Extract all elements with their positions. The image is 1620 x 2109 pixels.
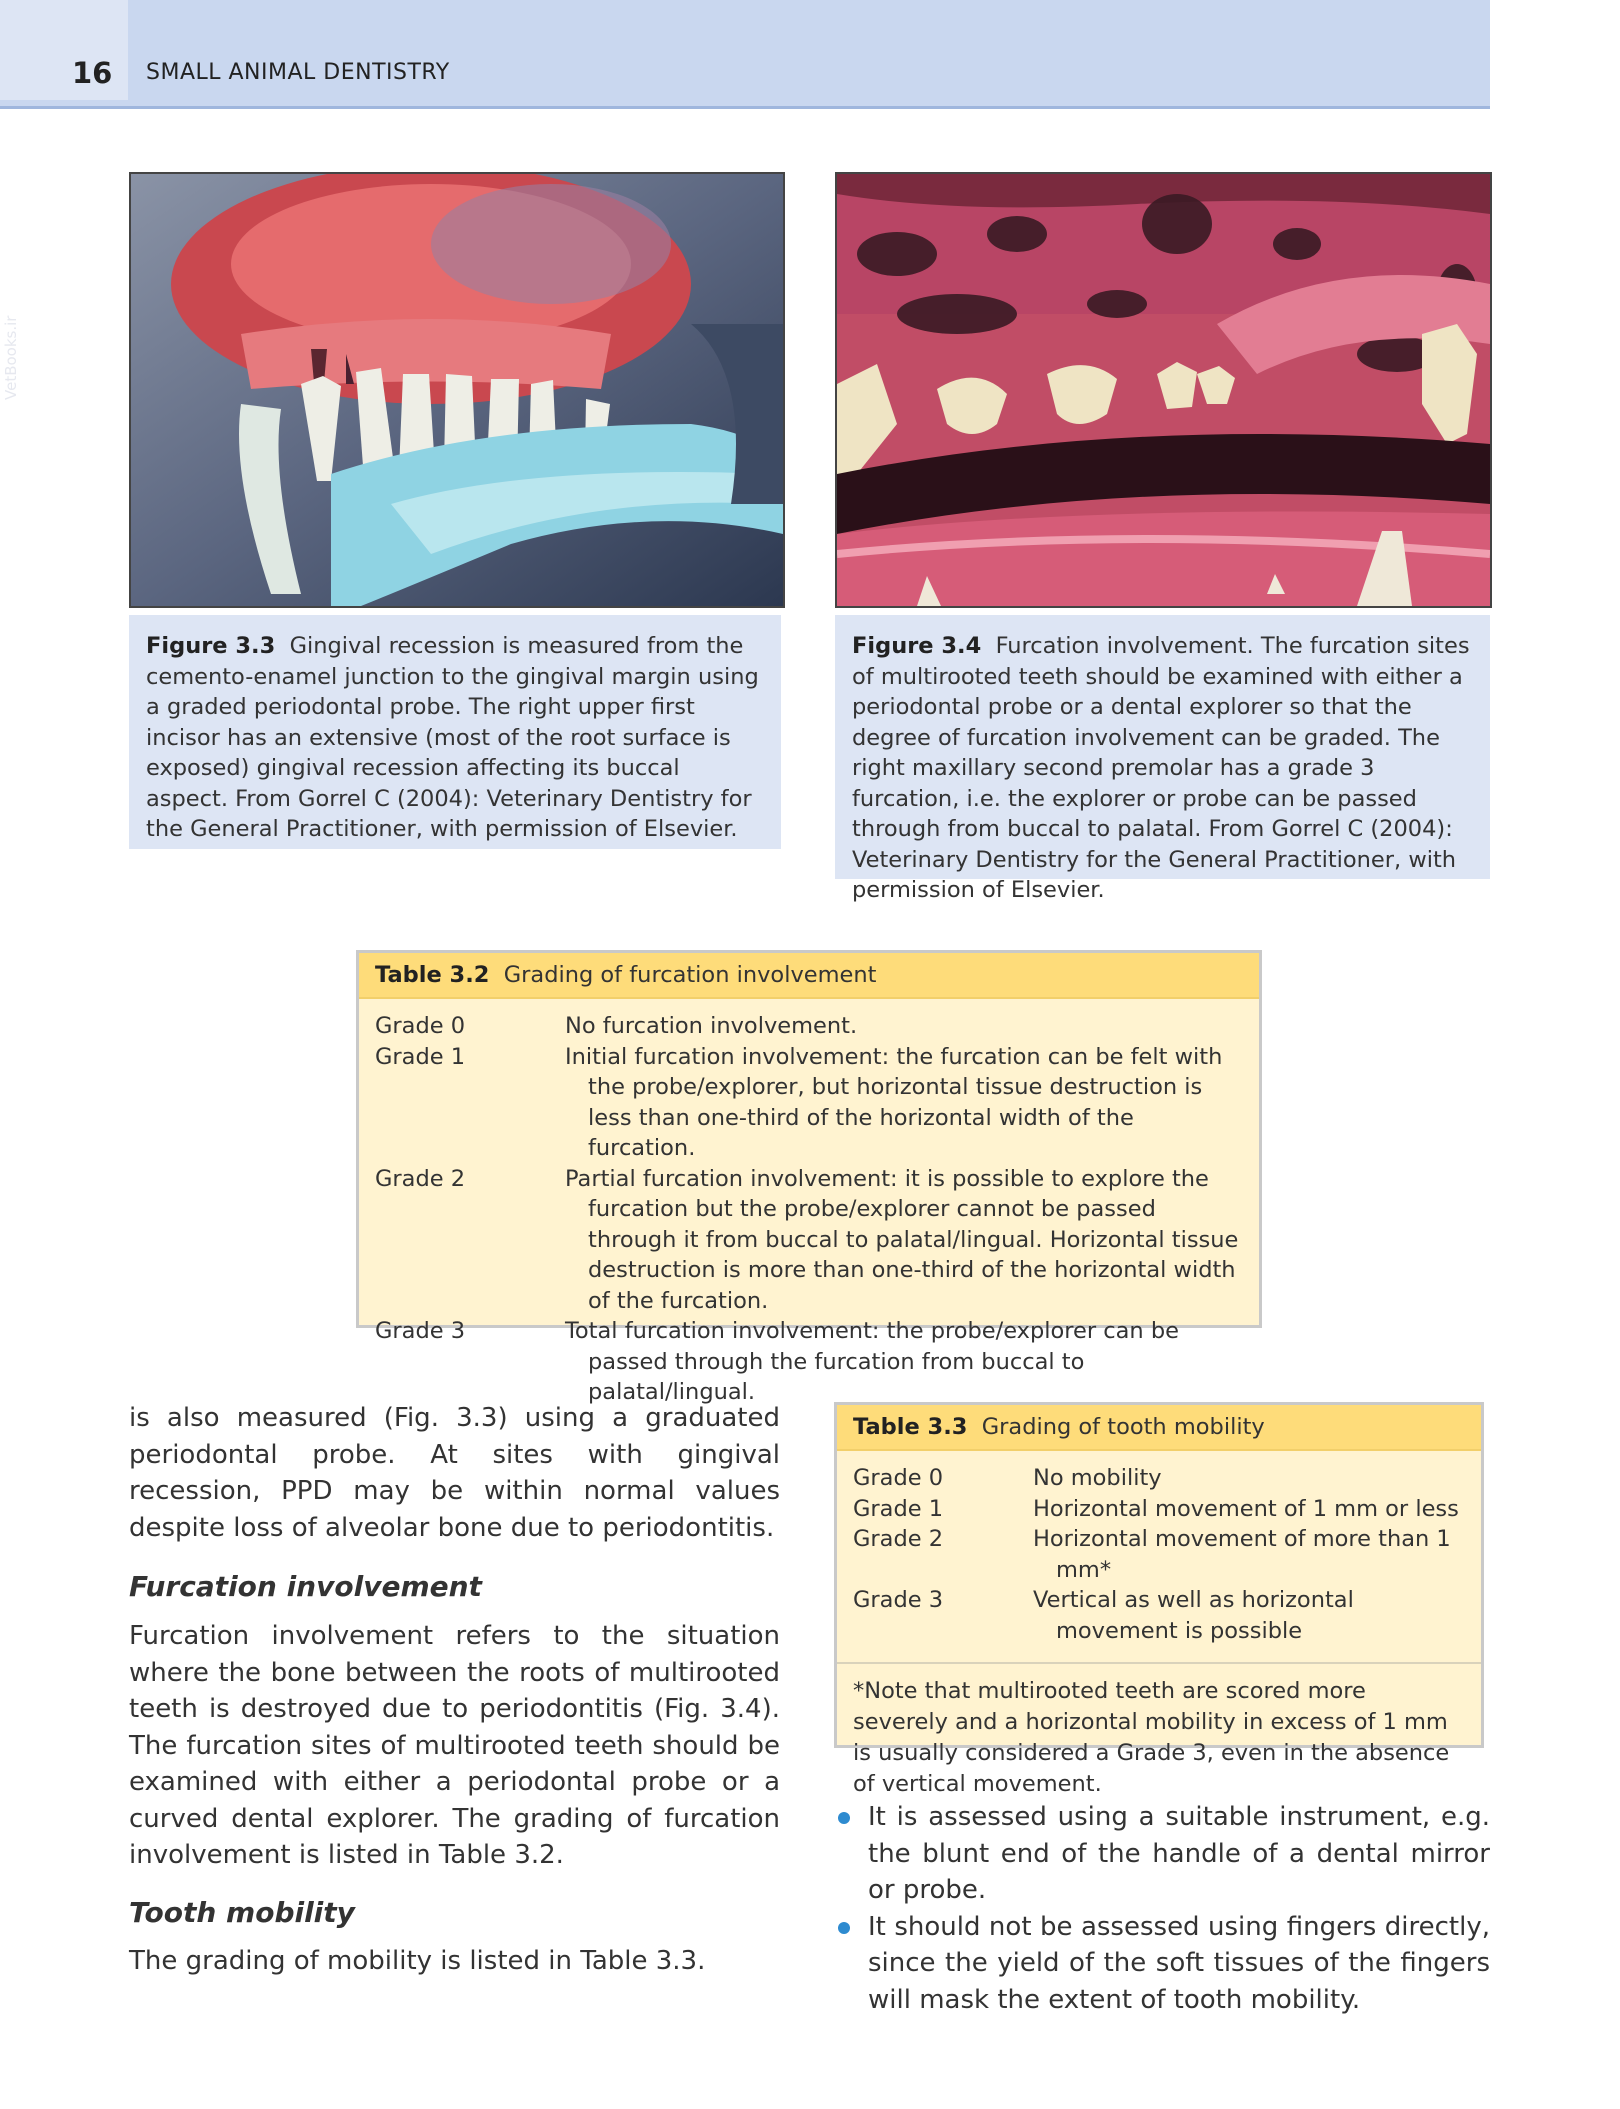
header-band: [0, 0, 1490, 109]
table-3-3-title-bar: [837, 1405, 1481, 1451]
mobility-heading: Tooth mobility: [129, 1896, 355, 1929]
bullet-text: It should not be assessed using fingers directly, since the yield of the soft tissues of the fingers will mask the extent of tooth mobility.: [868, 1911, 1490, 2015]
figure-3-3-label: Figure 3.3: [146, 633, 276, 659]
grade-label: Grade 2: [375, 1165, 466, 1192]
table-row: [837, 1463, 1481, 1494]
grade-description: Total furcation involvement: the probe/explorer can be passed through the furcation from buccal to palatal/lingual.: [565, 1318, 1179, 1405]
page-number: 16: [72, 56, 113, 90]
running-head: SMALL ANIMAL DENTISTRY: [146, 60, 450, 85]
figure-3-3-photo: [129, 172, 785, 608]
grade-description: Vertical as well as horizontal movement is possible: [1033, 1587, 1354, 1644]
table-row: [359, 1164, 1259, 1317]
mobility-paragraph: The grading of mobility is listed in Table 3.3.: [129, 1946, 706, 1976]
figure-3-4-caption-text: Furcation involvement. The furcation sites of multirooted teeth should be examined with either a periodontal probe or a dental explorer so that the degree of furcation involvement can be graded. The right maxillary second premolar has a grade 3 furcation, i.e. the explorer or probe can be passed through from buccal to palatal. From Gorrel C (2004): Veterinary Dentistry for the General Practitioner, with permission of Elsevier.: [852, 633, 1470, 903]
table-3-3-label: Table 3.3: [853, 1414, 968, 1440]
bullet-dot-icon: [838, 1922, 850, 1934]
grade-description: Initial furcation involvement: the furcation can be felt with the probe/explorer, but horizontal tissue destruction is less than one-third of the horizontal width of the furcation.: [565, 1043, 1223, 1161]
table-3-3-title: Grading of tooth mobility: [981, 1414, 1265, 1440]
watermark: VetBooks.ir: [2, 315, 20, 400]
grade-label: Grade 0: [853, 1465, 944, 1491]
grade-label: Grade 2: [853, 1526, 944, 1552]
table-3-3: [834, 1402, 1484, 1797]
grade-label: Grade 3: [853, 1587, 944, 1613]
grade-description: Horizontal movement of more than 1 mm*: [1033, 1526, 1451, 1583]
figure-3-3-caption-text: Gingival recession is measured from the cemento-enamel junction to the gingival margin using a graded periodontal probe. The right upper first incisor has an extensive (most of the root surface is exposed) gingival recession affecting its buccal aspect. From Gorrel C (2004): Veterinary Dentistry for the General Practitioner, with permission of Elsevier.: [146, 633, 759, 842]
table-3-2: [356, 950, 1262, 1405]
grade-label: Grade 0: [375, 1013, 466, 1039]
furcation-heading: Furcation involvement: [129, 1570, 482, 1603]
table-row: [837, 1524, 1481, 1585]
table-3-2-title-bar: [359, 953, 1259, 999]
table-3-2-title: Grading of furcation involvement: [503, 962, 877, 988]
table-3-2-label: Table 3.2: [375, 962, 490, 988]
grade-description: Horizontal movement of 1 mm or less: [1033, 1495, 1459, 1522]
figure-3-4-photo: [835, 172, 1492, 608]
grade-description: No furcation involvement.: [565, 1013, 858, 1039]
figure-3-3-caption: [129, 615, 781, 849]
table-3-3-note: *Note that multirooted teeth are scored more severely and a horizontal mobility in excess of 1 mm is usually considered a Grade 3, even in the absence of vertical movement.: [837, 1662, 1481, 1800]
bullet-dot-icon: [838, 1812, 850, 1824]
grade-label: Grade 3: [375, 1318, 466, 1344]
table-row: [837, 1494, 1481, 1525]
grade-description: No mobility: [1033, 1465, 1162, 1491]
table-row: [359, 1316, 1259, 1408]
list-item: [838, 1909, 1490, 2019]
figure-3-4-label: Figure 3.4: [852, 633, 982, 659]
table-row: [359, 1042, 1259, 1164]
table-row: [359, 1011, 1259, 1042]
grade-label: Grade 1: [375, 1043, 466, 1070]
grade-description: Partial furcation involvement: it is possible to explore the furcation but the probe/explorer cannot be passed through it from buccal to palatal/lingual. Horizontal tissue destruction is more than one-third of the horizontal width of the furcation.: [565, 1165, 1239, 1314]
grade-label: Grade 1: [853, 1495, 944, 1522]
table-row: [837, 1585, 1481, 1646]
mobility-bullet-list: [838, 1799, 1490, 2018]
furcation-paragraph: Furcation involvement refers to the situation where the bone between the roots of multirooted teeth is destroyed due to periodontitis (Fig. 3.4). The furcation sites of multirooted teeth should be examined with either a periodontal probe or a curved dental explorer. The grading of furcation involvement is listed in Table 3.2.: [129, 1621, 780, 1870]
list-item: [838, 1799, 1490, 1909]
figure-3-4-caption: [835, 615, 1490, 903]
bullet-text: It is assessed using a suitable instrument, e.g. the blunt end of the handle of a dental mirror or probe.: [868, 1802, 1490, 1905]
intro-paragraph: is also measured (Fig. 3.3) using a graduated periodontal probe. At sites with gingival recession, PPD may be within normal values despite loss of alveolar bone due to periodontitis.: [129, 1403, 780, 1543]
